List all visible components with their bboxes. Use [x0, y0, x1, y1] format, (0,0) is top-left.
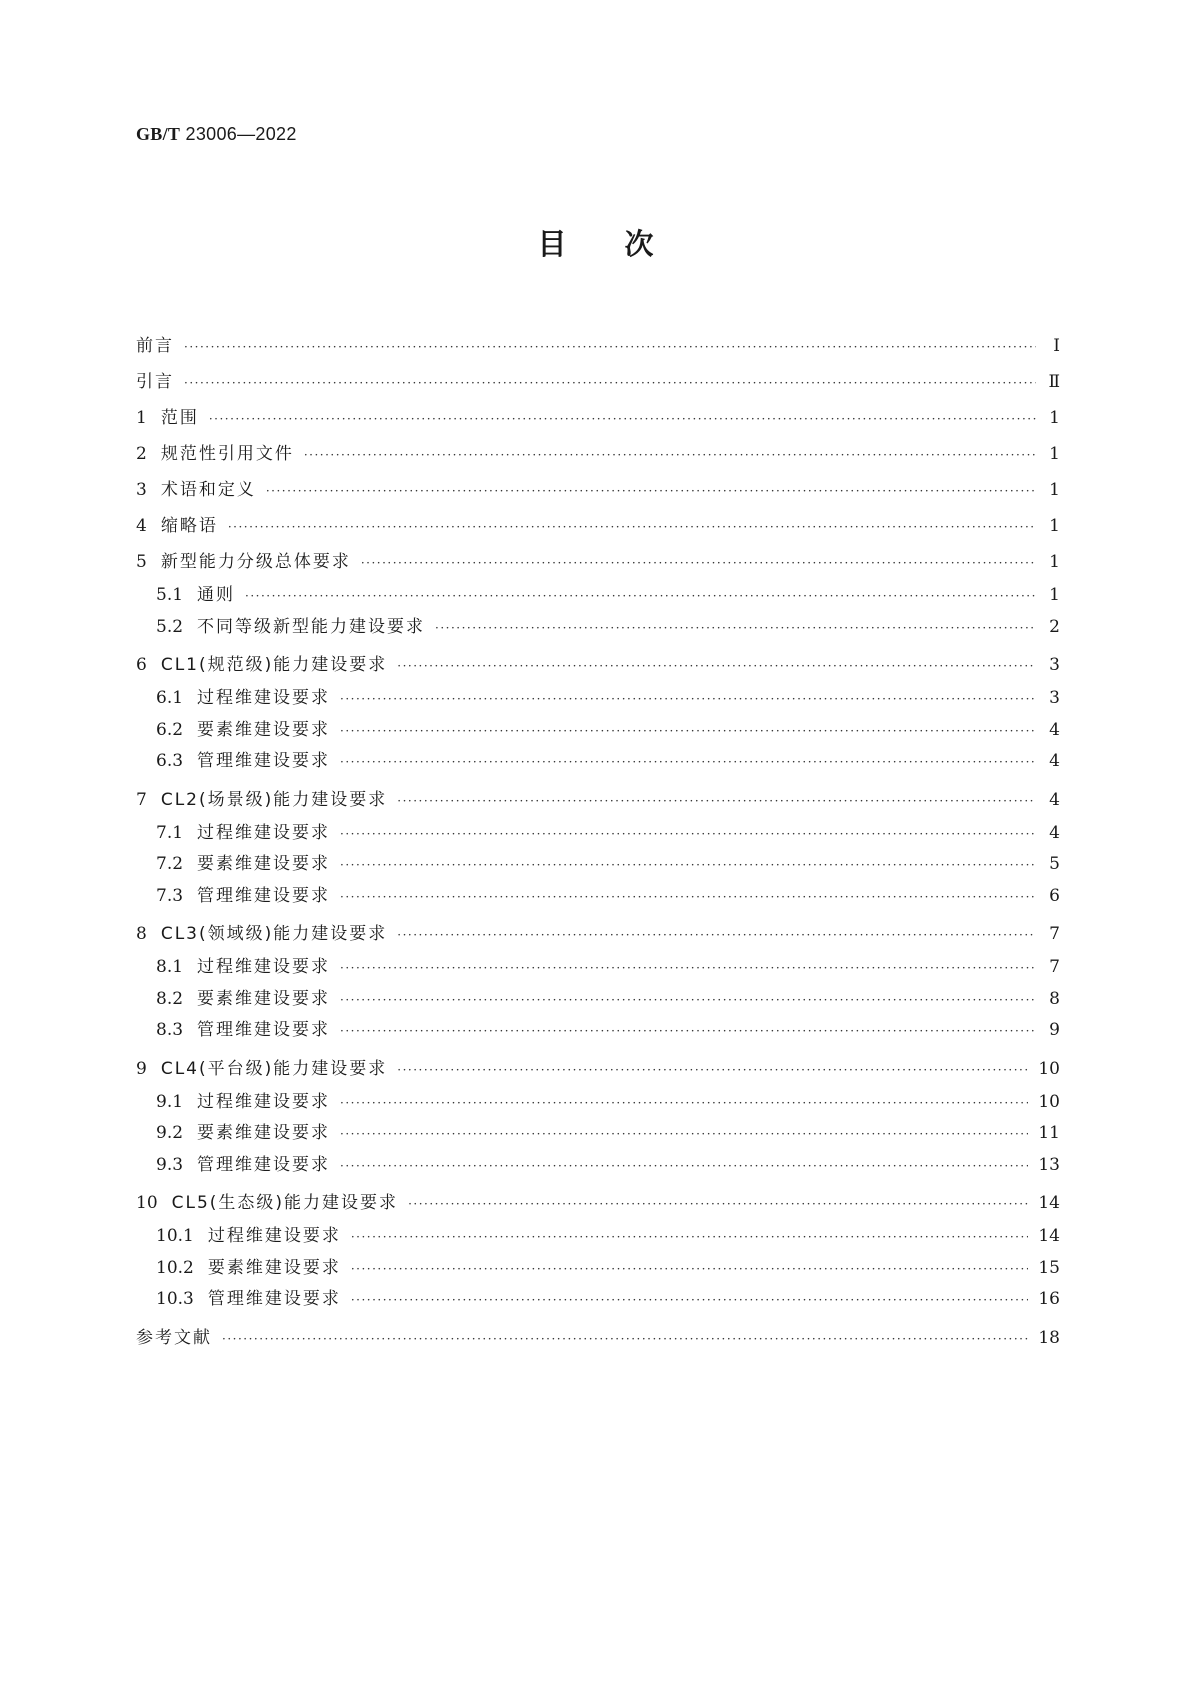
- toc-entry[interactable]: [136, 1185, 1060, 1221]
- toc-entry-page: 18: [1038, 1327, 1060, 1348]
- toc-entry-title: 过程维建设要求: [197, 688, 331, 708]
- toc-dot-leader: [397, 648, 1036, 684]
- toc-entry-page: 10: [1038, 1058, 1060, 1079]
- toc-entry-page: 1: [1049, 552, 1060, 572]
- toc-entry-number: 7.3: [156, 885, 184, 906]
- page-title: 目次: [537, 227, 712, 261]
- toc-entry[interactable]: [136, 818, 1060, 850]
- toc-dot-leader: [340, 850, 1036, 882]
- toc-entry[interactable]: [136, 1087, 1060, 1119]
- toc-entry-title: CL1(规范级)能力建设要求: [160, 655, 388, 675]
- toc-dot-leader: [397, 1052, 1028, 1088]
- standard-code-prefix: GB/T: [136, 124, 181, 144]
- toc-dot-leader: [397, 917, 1036, 953]
- toc-entry[interactable]: [136, 400, 1060, 436]
- toc-entry-page: 14: [1038, 1226, 1060, 1246]
- table-of-contents: [136, 328, 1060, 1356]
- toc-entry-number: 9.1: [156, 1091, 184, 1112]
- standard-code: [136, 124, 297, 145]
- toc-entry[interactable]: [136, 647, 1060, 683]
- toc-dot-leader: [222, 1321, 1028, 1357]
- toc-entry-number: 10: [136, 1193, 158, 1213]
- toc-dot-leader: [340, 953, 1036, 985]
- toc-entry-page: 4: [1049, 751, 1060, 771]
- toc-entry-page: 1: [1049, 480, 1060, 500]
- toc-entry-title: CL4(平台级)能力建设要求: [160, 1058, 388, 1079]
- toc-entry[interactable]: [136, 364, 1060, 400]
- toc-entry-page: Ⅱ: [1048, 372, 1060, 392]
- toc-entry-number: 10.3: [156, 1289, 194, 1309]
- toc-dot-leader: [340, 747, 1036, 779]
- toc-entry[interactable]: [136, 1051, 1060, 1087]
- toc-dot-leader: [351, 1222, 1029, 1254]
- toc-dot-leader: [435, 613, 1036, 645]
- toc-dot-leader: [351, 1285, 1029, 1317]
- toc-entry-number: 5.2: [156, 616, 184, 637]
- toc-entry[interactable]: [136, 746, 1060, 778]
- standard-code-number: 23006—2022: [185, 124, 297, 144]
- toc-entry-page: Ⅰ: [1053, 336, 1060, 356]
- toc-entry-title: 要素维建设要求: [197, 988, 331, 1009]
- toc-entry[interactable]: [136, 916, 1060, 952]
- toc-entry[interactable]: [136, 881, 1060, 913]
- toc-entry-page: 13: [1038, 1154, 1060, 1175]
- toc-entry-number: 5: [136, 552, 147, 572]
- toc-entry[interactable]: [136, 849, 1060, 881]
- toc-entry-page: 7: [1049, 957, 1060, 977]
- toc-entry-title: 管理维建设要求: [197, 751, 331, 771]
- toc-dot-leader: [209, 401, 1036, 437]
- toc-entry[interactable]: [136, 436, 1060, 472]
- toc-entry-page: 2: [1049, 616, 1060, 637]
- toc-entry[interactable]: [136, 472, 1060, 508]
- toc-entry[interactable]: [136, 984, 1060, 1016]
- toc-dot-leader: [266, 473, 1036, 509]
- toc-dot-leader: [361, 545, 1036, 581]
- toc-entry-title: 管理维建设要求: [197, 1154, 331, 1175]
- toc-entry[interactable]: [136, 715, 1060, 747]
- toc-entry-title: 管理维建设要求: [197, 1020, 331, 1040]
- toc-entry-page: 1: [1049, 408, 1060, 428]
- toc-entry-title: 过程维建设要求: [207, 1226, 341, 1246]
- toc-entry-page: 4: [1049, 789, 1060, 810]
- toc-entry-page: 15: [1038, 1257, 1060, 1278]
- toc-entry-title: 范围: [160, 408, 199, 428]
- toc-entry[interactable]: [136, 580, 1060, 612]
- toc-dot-leader: [340, 716, 1036, 748]
- toc-dot-leader: [340, 1151, 1028, 1183]
- toc-dot-leader: [304, 437, 1036, 473]
- toc-entry[interactable]: [136, 1221, 1060, 1253]
- toc-entry-title: 新型能力分级总体要求: [160, 552, 351, 572]
- toc-entry-page: 11: [1038, 1123, 1060, 1143]
- toc-entry-number: 10.1: [156, 1226, 194, 1246]
- toc-dot-leader: [340, 819, 1036, 851]
- toc-entry-page: 6: [1049, 885, 1060, 906]
- toc-entry-title: 过程维建设要求: [197, 957, 331, 977]
- toc-entry-number: 1: [136, 408, 147, 428]
- toc-dot-leader: [340, 1119, 1028, 1151]
- toc-entry[interactable]: [136, 544, 1060, 580]
- toc-entry-page: 5: [1049, 854, 1060, 874]
- toc-entry-number: 6.3: [156, 751, 184, 771]
- toc-entry-number: 7: [136, 789, 147, 810]
- toc-entry[interactable]: [136, 508, 1060, 544]
- toc-entry-page: 14: [1038, 1193, 1060, 1213]
- toc-entry-number: 2: [136, 444, 147, 464]
- toc-entry[interactable]: [136, 683, 1060, 715]
- toc-entry[interactable]: [136, 612, 1060, 644]
- toc-entry-title: 通则: [197, 585, 236, 605]
- toc-entry-title: 参考文献: [136, 1327, 212, 1348]
- toc-entry-number: 5.1: [156, 585, 184, 605]
- toc-entry[interactable]: [136, 328, 1060, 364]
- toc-entry-page: 1: [1049, 516, 1060, 536]
- toc-entry-title: 要素维建设要求: [197, 719, 331, 740]
- toc-entry[interactable]: [136, 782, 1060, 818]
- toc-entry-title: 要素维建设要求: [197, 1123, 331, 1143]
- toc-entry-number: 8.1: [156, 957, 184, 977]
- toc-entry-title: 术语和定义: [160, 480, 256, 500]
- toc-dot-leader: [184, 365, 1036, 401]
- toc-entry-number: 9.2: [156, 1123, 184, 1143]
- toc-entry-page: 1: [1049, 444, 1060, 464]
- toc-entry-title: 要素维建设要求: [207, 1257, 341, 1278]
- toc-entry-page: 3: [1049, 688, 1060, 708]
- toc-entry-number: 3: [136, 480, 147, 500]
- toc-dot-leader: [351, 1254, 1029, 1286]
- toc-dot-leader: [340, 882, 1036, 914]
- toc-entry-number: 9: [136, 1058, 147, 1079]
- toc-entry[interactable]: [136, 1284, 1060, 1316]
- toc-entry-number: 7.1: [156, 822, 184, 843]
- toc-dot-leader: [245, 581, 1036, 613]
- toc-entry-title: 前言: [136, 336, 174, 356]
- toc-dot-leader: [397, 783, 1036, 819]
- toc-entry-number: 4: [136, 516, 147, 536]
- toc-entry[interactable]: [136, 1150, 1060, 1182]
- toc-entry-number: 6.2: [156, 719, 184, 740]
- toc-entry-page: 4: [1049, 719, 1060, 740]
- toc-entry-title: 管理维建设要求: [207, 1289, 341, 1309]
- toc-entry[interactable]: [136, 1253, 1060, 1285]
- toc-entry[interactable]: [136, 1118, 1060, 1150]
- toc-entry-number: 8: [136, 924, 147, 944]
- toc-entry-number: 6: [136, 655, 147, 675]
- toc-dot-leader: [340, 1088, 1028, 1120]
- toc-dot-leader: [340, 985, 1036, 1017]
- toc-entry-title: 过程维建设要求: [197, 822, 331, 843]
- toc-entry-number: 8.3: [156, 1020, 184, 1040]
- toc-entry-title: 缩略语: [160, 516, 218, 536]
- toc-entry-number: 10.2: [156, 1257, 194, 1278]
- toc-entry[interactable]: [136, 1015, 1060, 1047]
- toc-entry-number: 7.2: [156, 854, 184, 874]
- toc-entry-title: 管理维建设要求: [197, 885, 331, 906]
- toc-dot-leader: [184, 329, 1036, 365]
- toc-entry-page: 8: [1049, 988, 1060, 1009]
- toc-entry-page: 4: [1049, 822, 1060, 843]
- toc-entry[interactable]: [136, 1320, 1060, 1356]
- toc-entry-page: 3: [1049, 655, 1060, 675]
- toc-entry-title: 过程维建设要求: [197, 1091, 331, 1112]
- toc-entry-title: 规范性引用文件: [160, 444, 294, 464]
- toc-entry-page: 9: [1049, 1020, 1060, 1040]
- toc-entry-page: 16: [1038, 1289, 1060, 1309]
- toc-entry-page: 10: [1038, 1091, 1060, 1112]
- toc-entry-page: 7: [1049, 924, 1060, 944]
- toc-dot-leader: [228, 509, 1036, 545]
- toc-dot-leader: [340, 684, 1036, 716]
- toc-entry-title: CL5(生态级)能力建设要求: [171, 1193, 399, 1213]
- toc-entry-title: CL2(场景级)能力建设要求: [160, 789, 388, 810]
- toc-entry-title: 引言: [136, 372, 174, 392]
- toc-entry-page: 1: [1049, 585, 1060, 605]
- toc-entry-number: 8.2: [156, 988, 184, 1009]
- toc-dot-leader: [408, 1186, 1028, 1222]
- toc-entry-title: 要素维建设要求: [197, 854, 331, 874]
- toc-entry-title: CL3(领域级)能力建设要求: [160, 924, 388, 944]
- toc-entry-number: 6.1: [156, 688, 184, 708]
- toc-entry-title: 不同等级新型能力建设要求: [197, 616, 426, 637]
- toc-dot-leader: [340, 1016, 1036, 1048]
- toc-entry-number: 9.3: [156, 1154, 184, 1175]
- toc-entry[interactable]: [136, 952, 1060, 984]
